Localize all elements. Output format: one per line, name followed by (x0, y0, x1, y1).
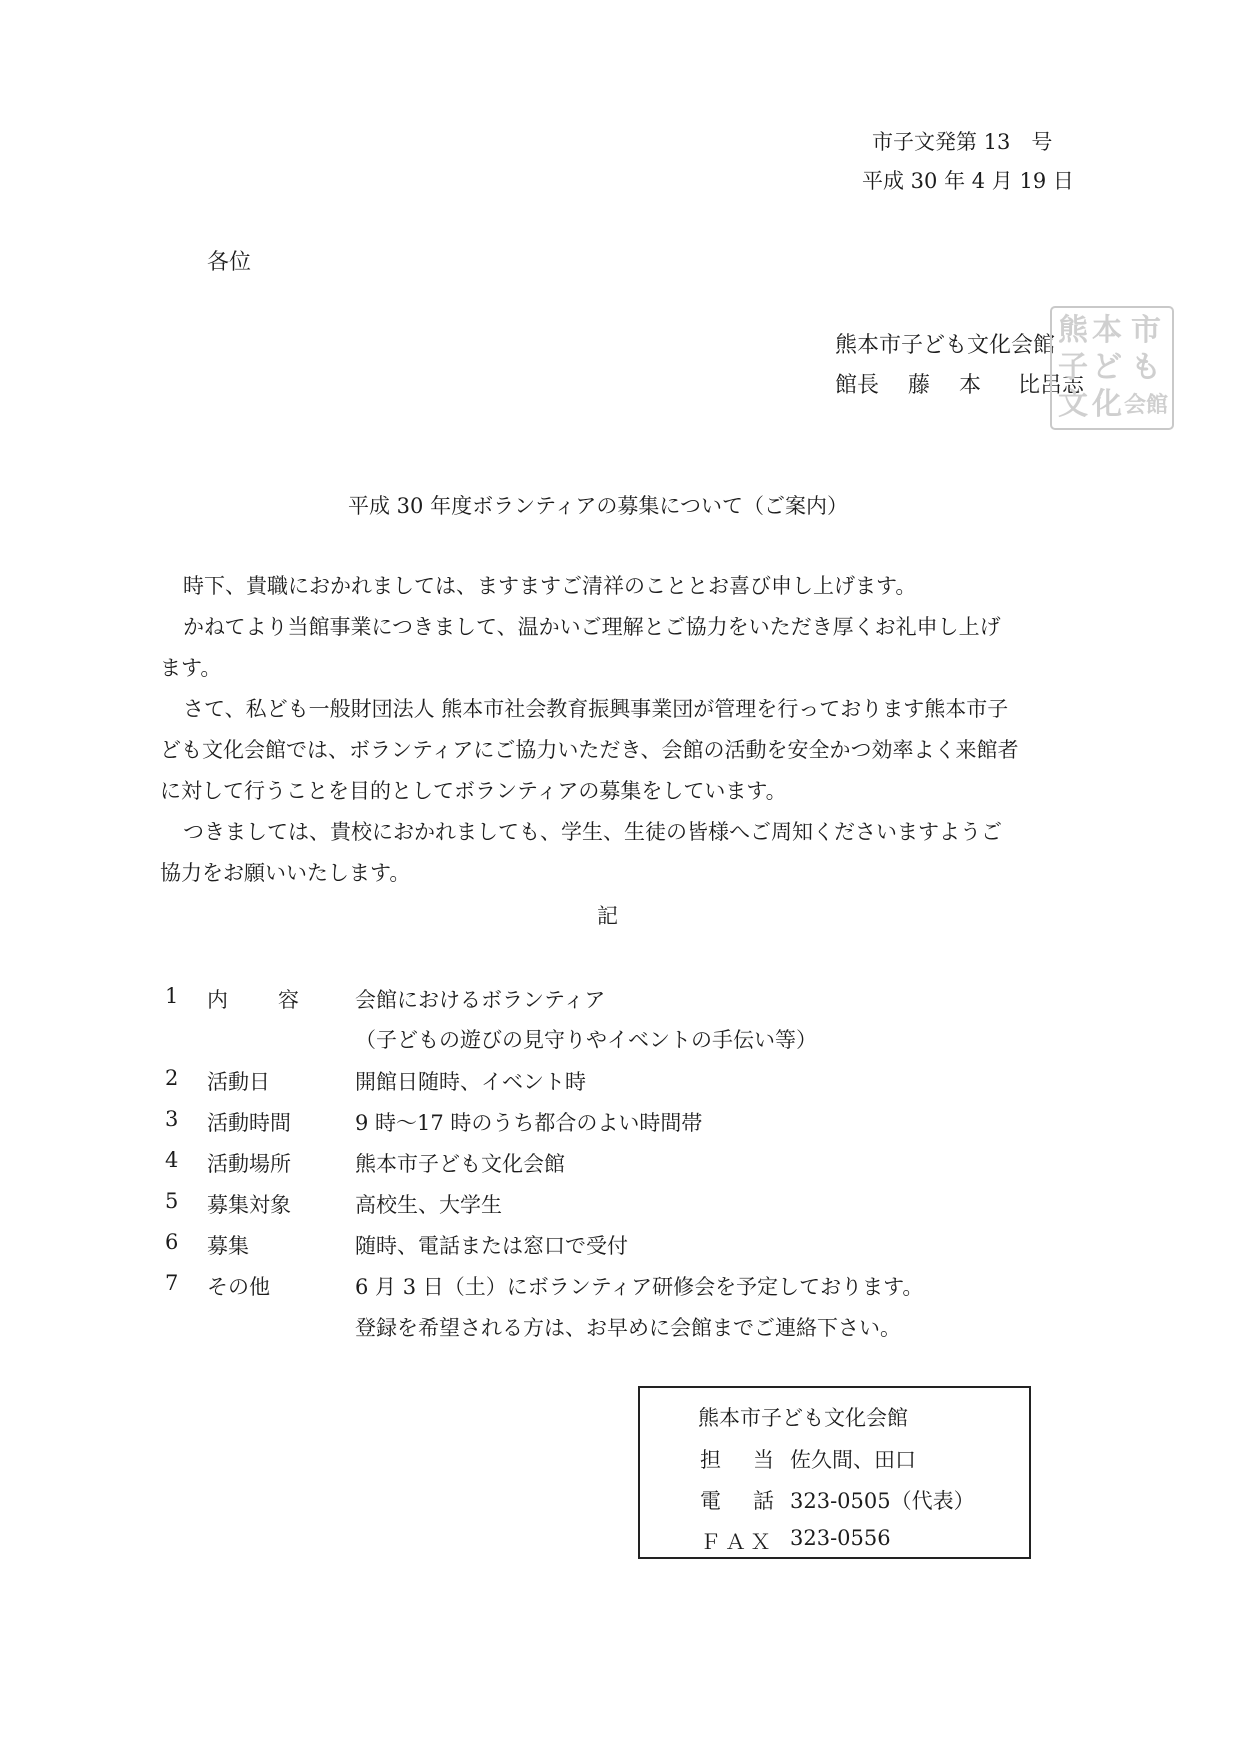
item-value-detail: 登録を希望される方は、お早めに会館までご連絡下さい。 (355, 1316, 901, 1340)
contact-info-box (638, 1386, 1031, 1559)
sender-title: 館長 (835, 373, 880, 398)
item-number: 4 (165, 1148, 179, 1172)
document-number: 市子文発第 13 号 (872, 130, 1053, 154)
item-number: 3 (165, 1107, 179, 1131)
contact-label-char: 話 (753, 1489, 774, 1513)
item-value: 6 月 3 日（土）にボランティア研修会を予定しております。 (355, 1275, 924, 1299)
item-value: 会館におけるボランティア (355, 988, 606, 1012)
item-label: その他 (207, 1275, 270, 1299)
body-paragraph-2-line-2: ます。 (160, 656, 222, 680)
sender-name-line (835, 368, 1084, 399)
item-label (207, 984, 299, 1014)
contact-staff-label (700, 1444, 774, 1474)
contact-phone-label (700, 1485, 774, 1515)
sender-organization: 熊本市子ども文化会館 (835, 333, 1056, 358)
body-paragraph-3-line-1: さて、私ども一般財団法人 熊本市社会教育振興事業団が管理を行っております熊本市子 (183, 697, 1009, 721)
body-paragraph-2-line-1: かねてより当館事業につきまして、温かいご理解とご協力をいただき厚くお礼申し上げ (183, 615, 1001, 639)
contact-label-char: 電 (700, 1489, 721, 1513)
seal-char: 会館 (1123, 392, 1168, 419)
item-value: 随時、電話または窓口で受付 (355, 1234, 628, 1258)
item-value: 開館日随時、イベント時 (355, 1070, 586, 1094)
item-number: 7 (165, 1271, 179, 1295)
seal-char: 熊 (1057, 312, 1088, 348)
official-seal-stamp (1050, 306, 1174, 430)
seal-char: 市 (1130, 312, 1161, 348)
seal-char: も (1130, 349, 1161, 385)
item-label-char: 内 (207, 988, 228, 1012)
contact-staff: 佐久間、田口 (790, 1448, 916, 1472)
contact-phone: 323-0505（代表） (790, 1489, 975, 1513)
item-number: 6 (165, 1230, 179, 1254)
item-number: 2 (165, 1066, 179, 1090)
contact-fax-label: ＦＡＸ (700, 1530, 775, 1554)
item-number: 1 (165, 984, 179, 1008)
item-number: 5 (165, 1189, 179, 1213)
seal-char: ど (1091, 349, 1122, 385)
seal-char: 文 (1057, 387, 1088, 423)
contact-label-char: 当 (753, 1448, 774, 1472)
item-label-char: 容 (278, 988, 299, 1012)
item-value: 9 時～17 時のうち都合のよい時間帯 (355, 1111, 703, 1135)
body-paragraph-4-line-1: つきましては、貴校におかれましても、学生、生徒の皆様へご周知くださいますようご (183, 820, 1002, 844)
ki-heading: 記 (597, 904, 618, 928)
contact-label-char: 担 (700, 1448, 721, 1472)
document-date: 平成 30 年 4 月 19 日 (862, 169, 1074, 193)
item-label: 募集 (207, 1234, 249, 1258)
item-value-detail: （子どもの遊びの見守りやイベントの手伝い等） (355, 1028, 817, 1052)
contact-fax: 323-0556 (790, 1526, 891, 1550)
item-label: 募集対象 (207, 1193, 291, 1217)
body-paragraph-1: 時下、貴職におかれましては、ますますご清祥のこととお喜び申し上げます。 (183, 574, 917, 598)
document-title: 平成 30 年度ボランティアの募集について（ご案内） (348, 494, 848, 518)
item-value: 高校生、大学生 (355, 1193, 502, 1217)
sender-given-name: 比呂志 (1018, 373, 1085, 398)
seal-char: 本 (1091, 312, 1122, 348)
sender-surname-1: 藤 (908, 373, 931, 398)
item-label: 活動時間 (207, 1111, 291, 1135)
item-label: 活動日 (207, 1070, 270, 1094)
contact-organization: 熊本市子ども文化会館 (698, 1406, 908, 1430)
body-paragraph-3-line-3: に対して行うことを目的としてボランティアの募集をしています。 (160, 779, 787, 803)
sender-surname-2: 本 (959, 373, 982, 398)
item-value: 熊本市子ども文化会館 (355, 1152, 565, 1176)
item-label: 活動場所 (207, 1152, 291, 1176)
addressee: 各位 (207, 250, 252, 275)
body-paragraph-4-line-2: 協力をお願いいたします。 (160, 861, 411, 885)
seal-char: 子 (1057, 349, 1088, 385)
seal-char: 化 (1091, 387, 1122, 423)
body-paragraph-3-line-2: ども文化会館では、ボランティアにご協力いただき、会館の活動を安全かつ効率よく来館者 (160, 738, 1019, 762)
